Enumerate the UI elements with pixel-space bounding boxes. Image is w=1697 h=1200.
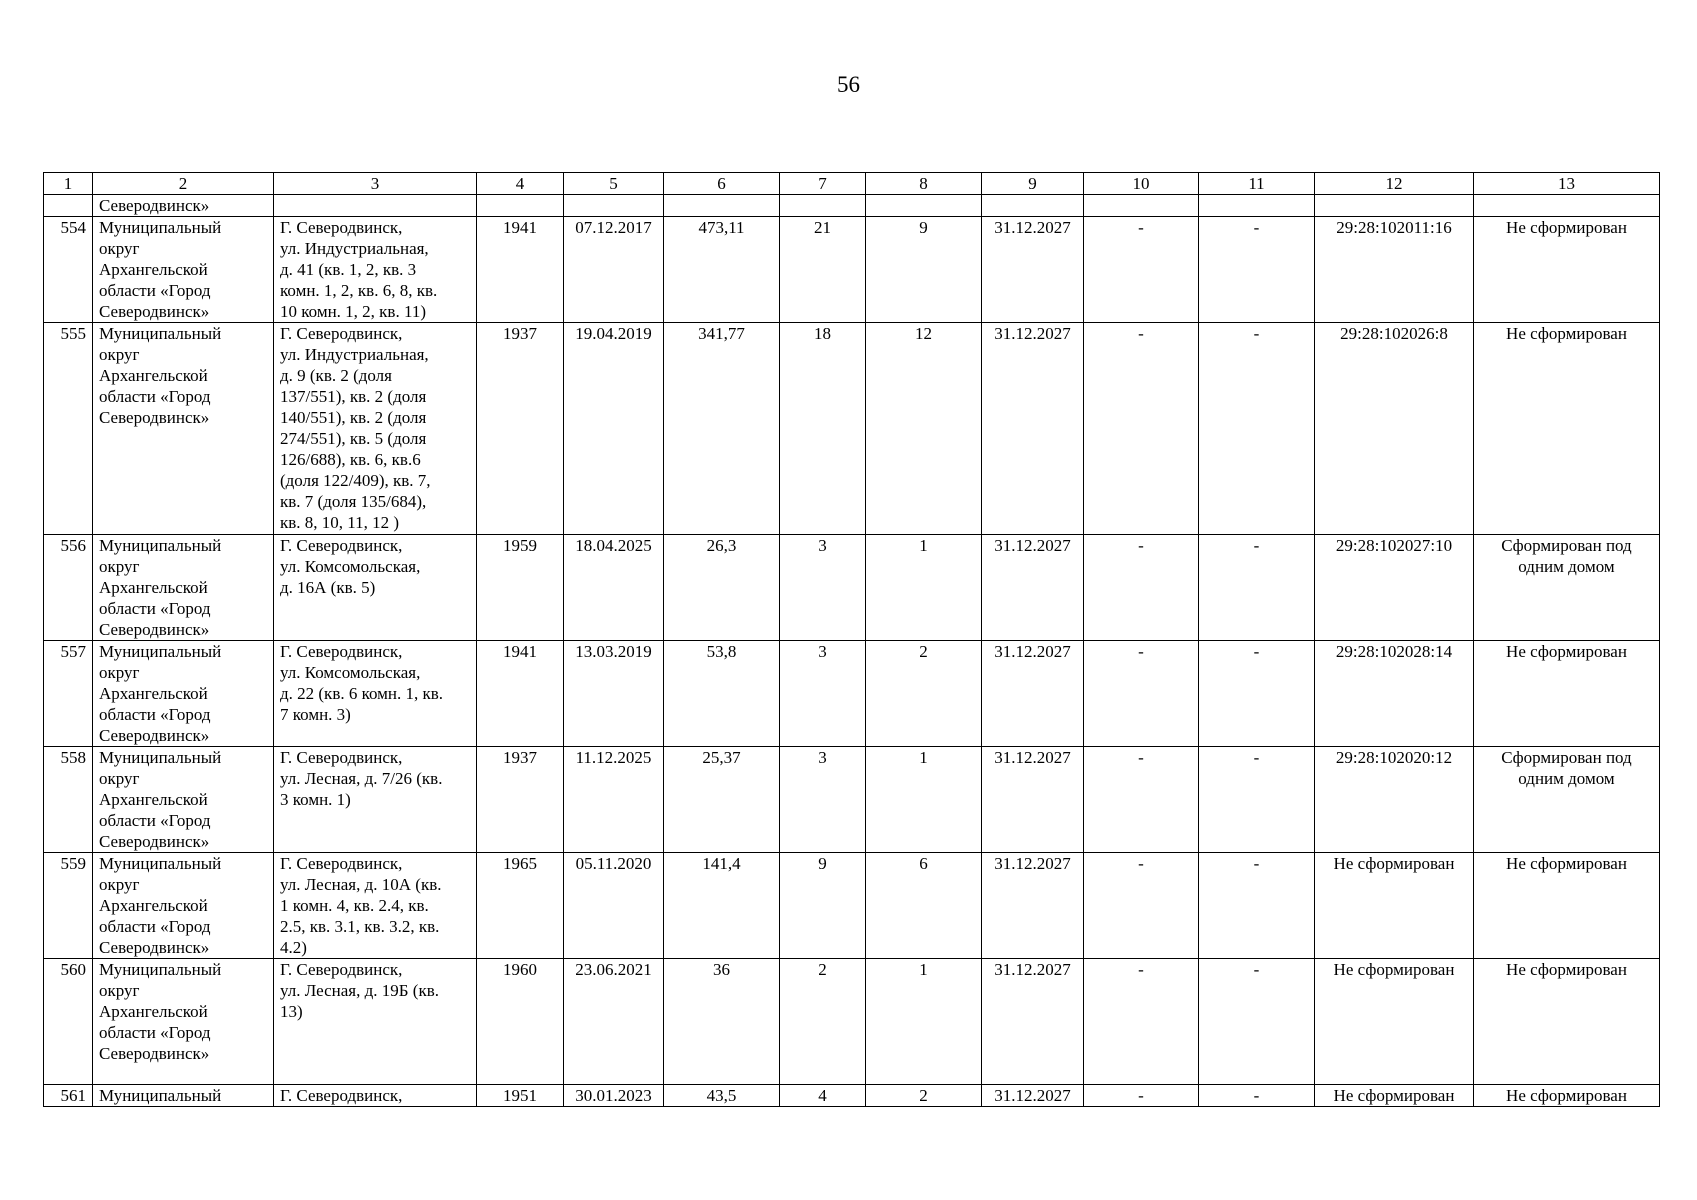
table-cell [1315, 195, 1474, 217]
table-row [44, 641, 1660, 747]
address-cell: Г. Северодвинск, ул. Лесная, д. 7/26 (кв. 3 комн. 1) [274, 747, 477, 853]
date-cell: 05.11.2020 [564, 853, 664, 959]
dash-cell: - [1199, 1085, 1315, 1107]
year-cell: 1937 [477, 747, 564, 853]
date-cell: 23.06.2021 [564, 959, 664, 1085]
dash-cell: - [1084, 535, 1199, 641]
date-cell: 11.12.2025 [564, 747, 664, 853]
status-cell: Сформирован под одним домом [1474, 535, 1660, 641]
count-cell: 4 [780, 1085, 866, 1107]
cadastral-number-cell: Не сформирован [1315, 1085, 1474, 1107]
status-cell: Не сформирован [1474, 1085, 1660, 1107]
cadastral-number-cell: 29:28:102026:8 [1315, 323, 1474, 535]
table-row [44, 959, 1660, 1085]
cadastral-number-cell: 29:28:102011:16 [1315, 217, 1474, 323]
area-cell: 53,8 [664, 641, 780, 747]
cadastral-number-cell: 29:28:102020:12 [1315, 747, 1474, 853]
column-header: 5 [564, 173, 664, 195]
table-row [44, 853, 1660, 959]
dash-cell: - [1084, 217, 1199, 323]
year-cell: 1941 [477, 217, 564, 323]
count-cell: 1 [866, 535, 982, 641]
area-cell: 43,5 [664, 1085, 780, 1107]
date-cell: 19.04.2019 [564, 323, 664, 535]
continuation-row [44, 195, 1660, 217]
address-cell: Г. Северодвинск, ул. Комсомольская, д. 22 (кв. 6 комн. 1, кв. 7 комн. 3) [274, 641, 477, 747]
area-cell: 473,11 [664, 217, 780, 323]
column-header: 8 [866, 173, 982, 195]
address-cell: Г. Северодвинск, ул. Лесная, д. 19Б (кв. 13) [274, 959, 477, 1085]
date-cell: 18.04.2025 [564, 535, 664, 641]
count-cell: 6 [866, 853, 982, 959]
count-cell: 3 [780, 641, 866, 747]
year-cell: 1937 [477, 323, 564, 535]
dash-cell: - [1084, 853, 1199, 959]
dash-cell: - [1199, 641, 1315, 747]
column-header: 10 [1084, 173, 1199, 195]
status-cell: Не сформирован [1474, 853, 1660, 959]
owner-cell: Муниципальный округ Архангельской области «Город Северодвинск» [93, 747, 274, 853]
deadline-cell: 31.12.2027 [982, 641, 1084, 747]
count-cell: 1 [866, 747, 982, 853]
dash-cell: - [1199, 217, 1315, 323]
count-cell: 3 [780, 747, 866, 853]
year-cell: 1965 [477, 853, 564, 959]
date-cell: 13.03.2019 [564, 641, 664, 747]
count-cell: 2 [866, 1085, 982, 1107]
table-cell [44, 195, 93, 217]
table-cell [564, 195, 664, 217]
cadastral-number-cell: 29:28:102027:10 [1315, 535, 1474, 641]
dash-cell: - [1084, 641, 1199, 747]
column-header: 3 [274, 173, 477, 195]
row-number: 560 [44, 959, 93, 1085]
dash-cell: - [1199, 853, 1315, 959]
table-cell [780, 195, 866, 217]
cadastral-number-cell: 29:28:102028:14 [1315, 641, 1474, 747]
row-number: 554 [44, 217, 93, 323]
column-header: 12 [1315, 173, 1474, 195]
owner-cell: Муниципальный округ Архангельской области «Город Северодвинск» [93, 959, 274, 1085]
address-cell: Г. Северодвинск, ул. Индустриальная, д. 9 (кв. 2 (доля 137/551), кв. 2 (доля 140/551), кв. 2 (доля 274/551), кв. 5 (доля 126/688), кв. 6, кв.6 (доля 122/409), кв. 7, кв. 7 (доля 135/684), кв. 8, 10, 11, 12 ) [274, 323, 477, 535]
status-cell: Не сформирован [1474, 641, 1660, 747]
year-cell: 1959 [477, 535, 564, 641]
status-cell: Сформирован под одним домом [1474, 747, 1660, 853]
deadline-cell: 31.12.2027 [982, 323, 1084, 535]
continuation-owner: Северодвинск» [93, 195, 274, 217]
owner-cell: Муниципальный округ Архангельской области «Город Северодвинск» [93, 217, 274, 323]
table-cell [1084, 195, 1199, 217]
page-number: 56 [837, 72, 860, 97]
status-cell: Не сформирован [1474, 217, 1660, 323]
column-header: 9 [982, 173, 1084, 195]
row-number: 558 [44, 747, 93, 853]
housing-registry-table [43, 172, 1660, 1107]
table-cell [274, 195, 477, 217]
column-header: 11 [1199, 173, 1315, 195]
table-cell [1474, 195, 1660, 217]
table-cell [477, 195, 564, 217]
year-cell: 1960 [477, 959, 564, 1085]
column-header: 7 [780, 173, 866, 195]
year-cell: 1951 [477, 1085, 564, 1107]
row-number: 557 [44, 641, 93, 747]
status-cell: Не сформирован [1474, 323, 1660, 535]
table-cell [982, 195, 1084, 217]
count-cell: 1 [866, 959, 982, 1085]
dash-cell: - [1199, 323, 1315, 535]
table-cell [1199, 195, 1315, 217]
table-header-row [44, 173, 1660, 195]
dash-cell: - [1084, 323, 1199, 535]
owner-cell: Муниципальный округ Архангельской области «Город Северодвинск» [93, 853, 274, 959]
area-cell: 25,37 [664, 747, 780, 853]
address-cell: Г. Северодвинск, ул. Индустриальная, д. 41 (кв. 1, 2, кв. 3 комн. 1, 2, кв. 6, 8, кв. 10 комн. 1, 2, кв. 11) [274, 217, 477, 323]
row-number: 556 [44, 535, 93, 641]
table-cell [664, 195, 780, 217]
deadline-cell: 31.12.2027 [982, 217, 1084, 323]
dash-cell: - [1199, 535, 1315, 641]
count-cell: 18 [780, 323, 866, 535]
deadline-cell: 31.12.2027 [982, 959, 1084, 1085]
table-row [44, 217, 1660, 323]
deadline-cell: 31.12.2027 [982, 747, 1084, 853]
table-cell [866, 195, 982, 217]
area-cell: 341,77 [664, 323, 780, 535]
address-cell: Г. Северодвинск, ул. Комсомольская, д. 16А (кв. 5) [274, 535, 477, 641]
date-cell: 30.01.2023 [564, 1085, 664, 1107]
owner-cell: Муниципальный округ Архангельской области «Город Северодвинск» [93, 323, 274, 535]
owner-cell: Муниципальный [93, 1085, 274, 1107]
count-cell: 3 [780, 535, 866, 641]
dash-cell: - [1199, 959, 1315, 1085]
count-cell: 12 [866, 323, 982, 535]
deadline-cell: 31.12.2027 [982, 1085, 1084, 1107]
count-cell: 9 [780, 853, 866, 959]
address-cell: Г. Северодвинск, [274, 1085, 477, 1107]
table-row [44, 1085, 1660, 1107]
count-cell: 21 [780, 217, 866, 323]
row-number: 559 [44, 853, 93, 959]
area-cell: 36 [664, 959, 780, 1085]
date-cell: 07.12.2017 [564, 217, 664, 323]
table-row [44, 747, 1660, 853]
column-header: 2 [93, 173, 274, 195]
dash-cell: - [1199, 747, 1315, 853]
column-header: 13 [1474, 173, 1660, 195]
deadline-cell: 31.12.2027 [982, 535, 1084, 641]
cadastral-number-cell: Не сформирован [1315, 853, 1474, 959]
dash-cell: - [1084, 959, 1199, 1085]
row-number: 561 [44, 1085, 93, 1107]
year-cell: 1941 [477, 641, 564, 747]
area-cell: 26,3 [664, 535, 780, 641]
area-cell: 141,4 [664, 853, 780, 959]
table-row [44, 535, 1660, 641]
count-cell: 2 [866, 641, 982, 747]
count-cell: 9 [866, 217, 982, 323]
column-header: 4 [477, 173, 564, 195]
cadastral-number-cell: Не сформирован [1315, 959, 1474, 1085]
column-header: 1 [44, 173, 93, 195]
table-row [44, 323, 1660, 535]
dash-cell: - [1084, 1085, 1199, 1107]
owner-cell: Муниципальный округ Архангельской области «Город Северодвинск» [93, 641, 274, 747]
row-number: 555 [44, 323, 93, 535]
dash-cell: - [1084, 747, 1199, 853]
count-cell: 2 [780, 959, 866, 1085]
column-header: 6 [664, 173, 780, 195]
status-cell: Не сформирован [1474, 959, 1660, 1085]
deadline-cell: 31.12.2027 [982, 853, 1084, 959]
address-cell: Г. Северодвинск, ул. Лесная, д. 10А (кв. 1 комн. 4, кв. 2.4, кв. 2.5, кв. 3.1, кв. 3.2, кв. 4.2) [274, 853, 477, 959]
owner-cell: Муниципальный округ Архангельской области «Город Северодвинск» [93, 535, 274, 641]
